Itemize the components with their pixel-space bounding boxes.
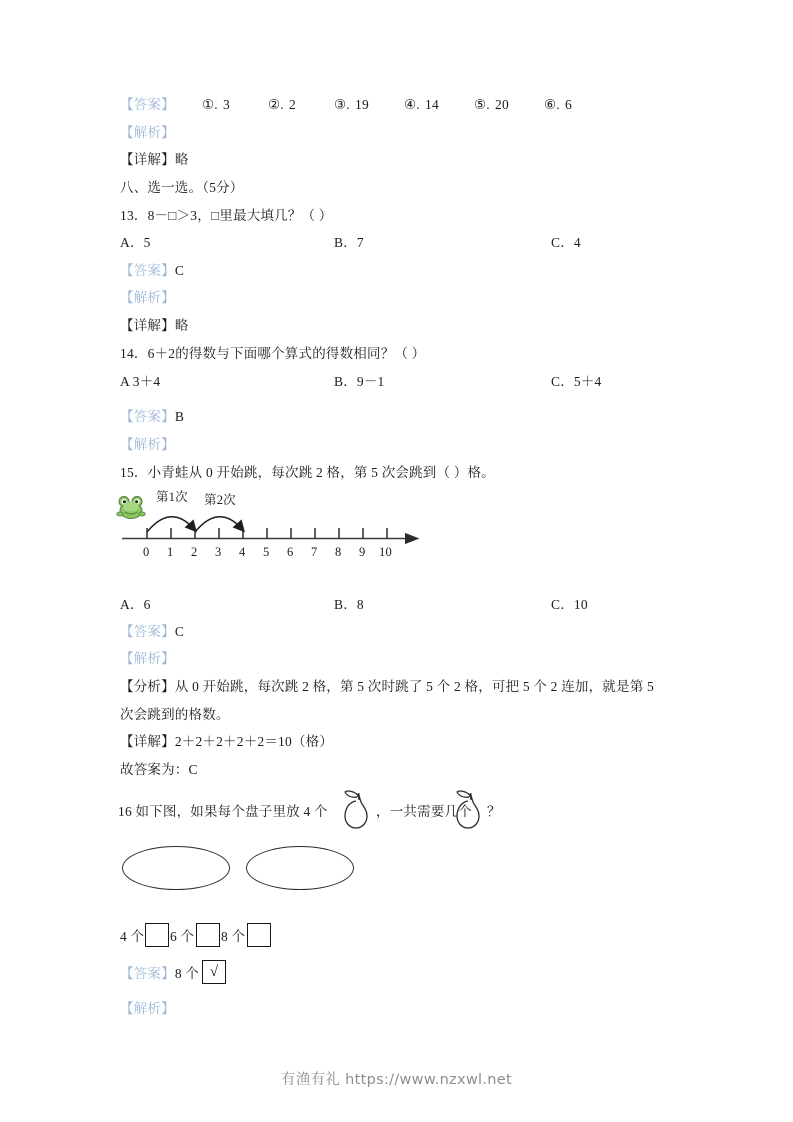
answer-item-4-value: 14 xyxy=(425,97,439,112)
answer-item-1-value: 3 xyxy=(223,97,230,112)
q14-option-a[interactable]: A 3＋4 xyxy=(120,374,161,389)
answer-item-6-marker: ⑥. xyxy=(544,97,560,112)
q16-stem-part1: 16 如下图，如果每个盘子里放 4 个 xyxy=(118,804,328,819)
pear-icon xyxy=(336,788,376,832)
q14-answer-value: B xyxy=(174,409,185,424)
analysis-tag-top: 【解析】 xyxy=(120,125,175,140)
arc-label-1: 第1次 xyxy=(156,490,188,504)
answer-item-6-value: 6 xyxy=(565,97,572,112)
q14-option-c[interactable]: C．5＋4 xyxy=(551,374,602,389)
q15-detail-line xyxy=(120,733,333,751)
q14-answer-tag: 【答案】 xyxy=(120,409,175,424)
q15-analysis-tag: 【解析】 xyxy=(120,651,175,666)
q13-detail-value: 略 xyxy=(174,318,189,333)
pear-icon-2 xyxy=(448,788,488,832)
q15-option-c[interactable]: C．10 xyxy=(551,597,588,612)
tick-label-10: 10 xyxy=(379,545,392,559)
tick-label-3: 3 xyxy=(215,545,222,559)
q15-option-a[interactable]: A．6 xyxy=(120,597,151,612)
tick-label-6: 6 xyxy=(287,545,294,559)
q15-breakdown-tag: 【分析】 xyxy=(120,679,175,694)
tick-label-0: 0 xyxy=(143,545,150,559)
answer-item-3-value: 19 xyxy=(355,97,369,112)
q15-option-b[interactable]: B．8 xyxy=(334,597,364,612)
q14-stem: 14．6＋2的得数与下面哪个算式的得数相同？（ ） xyxy=(120,346,426,361)
answer-item-1-marker: ①. xyxy=(202,97,218,112)
q15-answer-line xyxy=(120,623,184,641)
answer-item-5-value: 20 xyxy=(495,97,509,112)
q16-answer-check-box[interactable]: √ xyxy=(202,960,226,984)
detail-tag-top xyxy=(120,151,189,169)
arc-label-2: 第2次 xyxy=(204,493,236,507)
q13-option-a[interactable]: A．5 xyxy=(120,235,151,250)
q15-detail-value: 2＋2＋2＋2＋2＝10（格） xyxy=(174,734,334,749)
q13-answer-tag: 【答案】 xyxy=(120,263,175,278)
q15-conclusion: 故答案为：C xyxy=(120,762,198,777)
section-heading: 八、选一选。（5分） xyxy=(120,180,244,195)
q16-choice-2-label: 6 个 xyxy=(170,929,195,944)
q16-answer-line xyxy=(120,965,199,983)
q15-breakdown-text1: 从 0 开始跳，每次跳 2 格，第 5 次时跳了 5 个 2 格，可把 5 个 2 连加，就是第 5 xyxy=(174,679,654,694)
answer-item-4-marker: ④. xyxy=(404,97,420,112)
q16-stem-part2: ，一共需要几个 xyxy=(376,804,472,819)
answer-item-2-value: 2 xyxy=(289,97,296,112)
answer-item-5-marker: ⑤. xyxy=(474,97,490,112)
answers-row-tag: 【答案】 xyxy=(120,97,175,112)
answer-item-3-marker: ③. xyxy=(334,97,350,112)
q13-option-b[interactable]: B．7 xyxy=(334,235,364,250)
q13-stem: 13．8－□＞3，□里最大填几？（ ） xyxy=(120,208,333,223)
q16-choice-3-box[interactable] xyxy=(247,923,271,947)
plate-left xyxy=(122,846,230,890)
tick-label-8: 8 xyxy=(335,545,342,559)
q16-choice-1-label: 4 个 xyxy=(120,929,145,944)
footer-watermark: 有渔有礼 https://www.nzxwl.net xyxy=(281,1072,512,1088)
q16-choice-2-box[interactable] xyxy=(196,923,220,947)
tick-label-9: 9 xyxy=(359,545,366,559)
q14-answer-line xyxy=(120,408,184,426)
q16-stem-part3: ？ xyxy=(487,804,501,819)
q15-answer-tag: 【答案】 xyxy=(120,624,175,639)
tick-label-5: 5 xyxy=(263,545,270,559)
q16-answer-value: 8 个 xyxy=(174,966,200,981)
detail-tag-top-text: 【详解】 xyxy=(120,152,175,167)
q13-option-c[interactable]: C．4 xyxy=(551,235,581,250)
q16-analysis-tag: 【解析】 xyxy=(120,1001,175,1016)
q16-choice-1-box[interactable] xyxy=(145,923,169,947)
q14-analysis-tag: 【解析】 xyxy=(120,437,175,452)
q14-option-b[interactable]: B．9－1 xyxy=(334,374,385,389)
q15-detail-tag: 【详解】 xyxy=(120,734,175,749)
q15-breakdown-line1 xyxy=(120,678,654,696)
q13-analysis-tag: 【解析】 xyxy=(120,290,175,305)
tick-label-2: 2 xyxy=(191,545,198,559)
tick-label-7: 7 xyxy=(311,545,318,559)
tick-label-4: 4 xyxy=(239,545,246,559)
plate-right xyxy=(246,846,354,890)
q15-breakdown-line2: 次会跳到的格数。 xyxy=(120,707,230,722)
q13-detail-line xyxy=(120,317,189,335)
q15-stem: 15．小青蛙从 0 开始跳，每次跳 2 格，第 5 次会跳到（ ）格。 xyxy=(120,465,495,480)
tick-label-1: 1 xyxy=(167,545,174,559)
q13-answer-line xyxy=(120,262,184,280)
q13-detail-tag: 【详解】 xyxy=(120,318,175,333)
q16-choice-3-label: 8 个 xyxy=(221,929,246,944)
answer-item-2-marker: ②. xyxy=(268,97,284,112)
q13-answer-value: C xyxy=(174,263,185,278)
detail-omitted-top: 略 xyxy=(174,152,189,167)
q16-answer-tag: 【答案】 xyxy=(120,966,175,981)
q15-answer-value: C xyxy=(174,624,185,639)
